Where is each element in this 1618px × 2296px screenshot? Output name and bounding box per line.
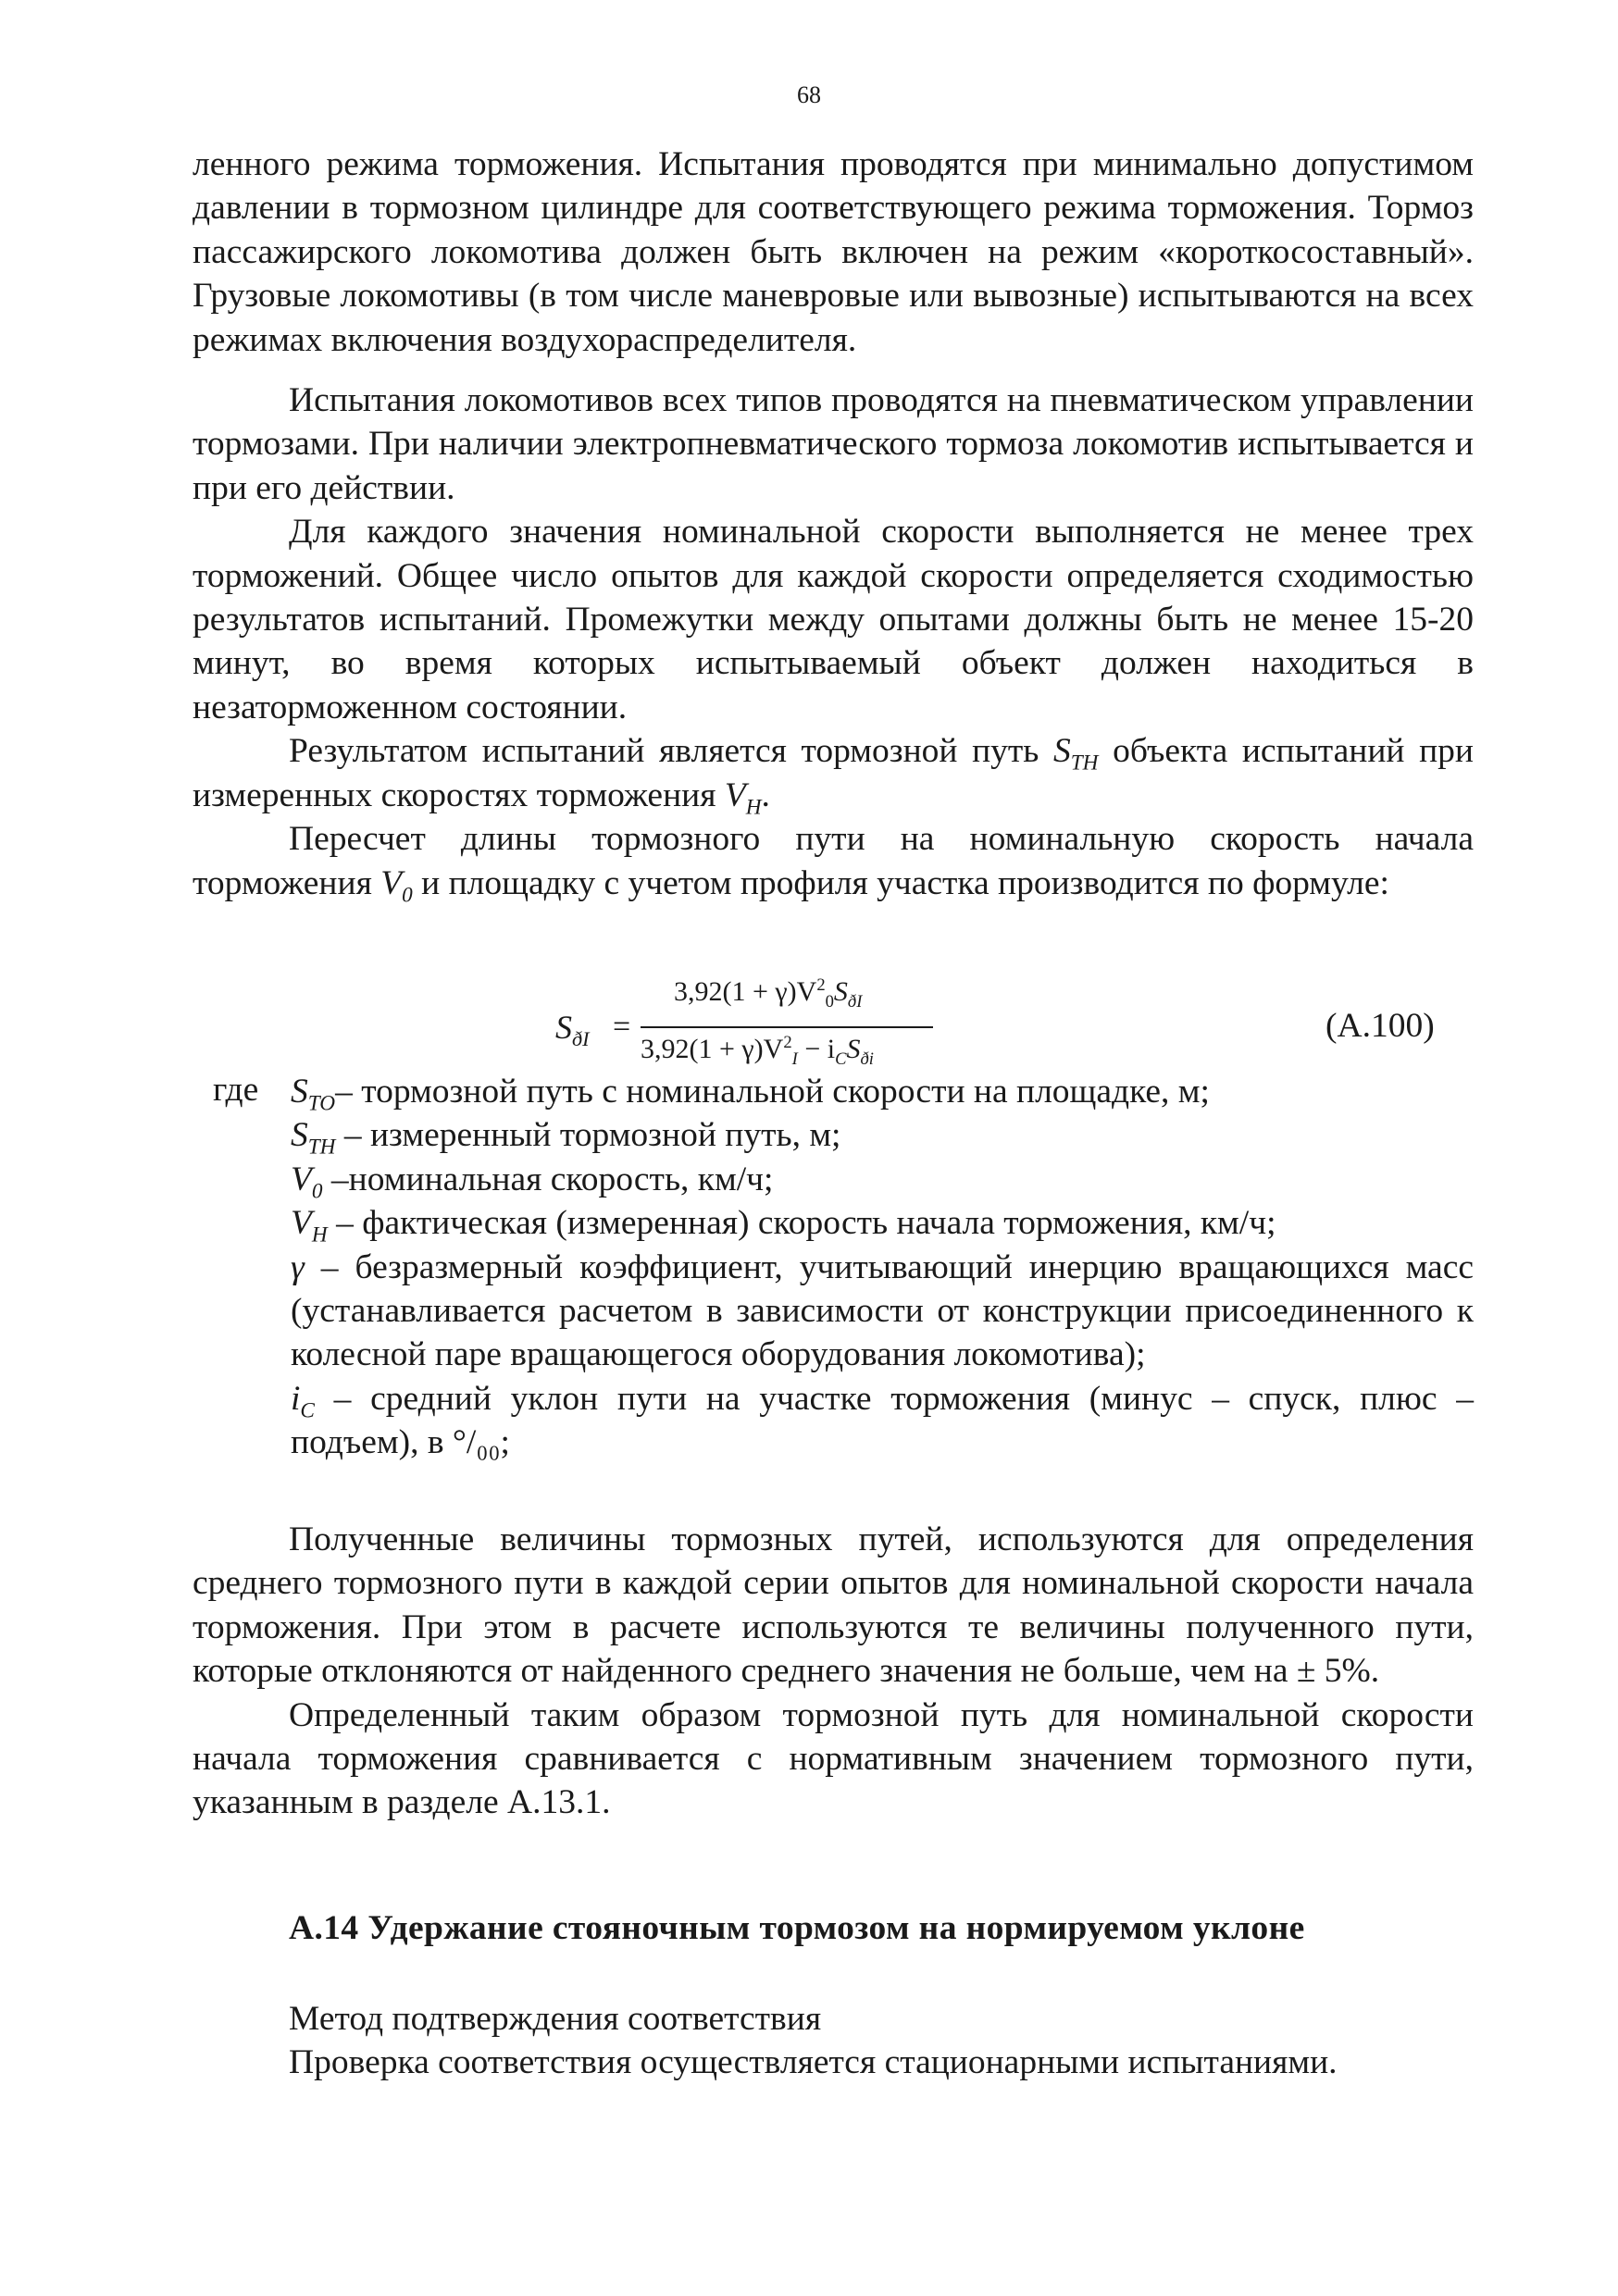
def-text: – фактическая (измеренная) скорость начала торможения, км/ч; [327,1204,1276,1243]
section-heading: А.14 Удержание стояночным тормозом на нормируемом уклоне [289,1909,1305,1947]
paragraph: Определенный таким образом тормозной путь для номинальной скорости начала торможения сравнивается с нормативным значением тормозного пути, указанным в разделе А.13.1. [193,1695,1474,1822]
def-text: –номинальная скорость, км/ч; [322,1160,774,1198]
def-symbol: V [291,1204,312,1243]
formula-lhs [555,1008,590,1051]
formula-sup: 2 [816,975,826,995]
formula-subscript: C [835,1049,847,1069]
fraction-bar [641,1026,933,1028]
formula-text: 3,92(1 + γ)V [641,1034,784,1064]
method-block [289,1997,1338,2085]
paragraph: ленного режима торможения. Испытания проводятся при минимально допустимом давлении в тормозном цилиндре для соответствующего режима торможения. Тормоз пассажирского локомотива должен быть включен на режим «короткосоставный». Грузовые локомотивы (в том числе маневровые или вывозные) испытываются на всех режимах включения воздухораспределителя. [193,145,1474,359]
paragraph-result [193,729,1474,820]
paragraph: Полученные величины тормозных путей, используются для определения среднего тормозного пути в каждой серии опытов для номинальной скорости начала торможения. При этом в расчете используются те величины полученного пути, которые отклоняются от найденного среднего значения не больше, чем на ± 5%. [193,1520,1474,1691]
formula-subscript: 0 [825,992,834,1011]
formula-sup: 2 [783,1033,792,1052]
method-line: Проверка соответствия осуществляется стационарными испытаниями. [289,2043,1338,2082]
text-run: Пересчет длины тормозного пути на номинальную скорость начала торможения [193,820,1474,902]
body-text-top [193,143,1474,905]
text-run: Результатом испытаний является тормозной путь [289,732,1053,771]
method-line: Метод подтверждения соответствия [289,2000,822,2038]
definition-item [291,1158,1474,1204]
def-subscript: H [311,1222,328,1247]
formula-denominator [641,1033,874,1069]
symbol: V [724,776,746,814]
text-run: и площадку с учетом профиля участка производится по формуле: [412,863,1389,902]
definition-item [291,1070,1474,1116]
def-symbol: S [291,1073,308,1111]
definitions-list [291,1070,1474,1465]
page-number: 68 [797,81,821,108]
symbol-sub: H [745,795,762,820]
def-subscript: TH [307,1135,336,1160]
where-label: где [213,1071,259,1109]
definition-item [291,1246,1474,1377]
formula-symbol: S [833,976,848,1007]
definition-item [291,1377,1474,1465]
definition-item [291,1113,1474,1160]
paragraph: Испытания локомотивов всех типов проводятся на пневматическом управлении тормозами. При наличии электропневматического тормоза локомотив испытывается и при его действии. [193,381,1474,507]
paragraph: Для каждого значения номинальной скорости выполняется не менее трех торможений. Общее число опытов для каждой скорости определяется сходимостью результатов испытаний. Промежутки между опытами должны быть не менее 15-20 минут, во время которых испытываемый объект должен находиться в незаторможенном состоянии. [193,513,1474,726]
def-text: – средний уклон пути на участке торможения (минус – спуск, плюс – подъем), в °/₀₀; [291,1379,1474,1462]
def-subscript: TO [307,1091,336,1116]
def-subscript: C [300,1398,315,1423]
symbol-sub: 0 [402,883,413,907]
paragraph-recalc [193,817,1474,905]
symbol-sub: TH [1070,751,1099,776]
body-text-bottom [193,1518,1474,1825]
formula-subscript: ði [860,1049,874,1069]
equation-number: (А.100) [1326,1007,1435,1045]
text-run: . [761,776,770,814]
formula-subscript: ðI [847,992,863,1011]
formula-text: − i [797,1034,836,1064]
def-text: – безразмерный коэффициент, учитывающий инерцию вращающихся масс (устанавливается расчетом в зависимости от конструкции присоединенного к колесной паре вращающегося оборудования локомотива); [291,1247,1474,1374]
def-symbol: V [291,1160,312,1198]
formula-numerator [674,975,863,1011]
formula-symbol: S [846,1034,861,1064]
formula-subscript: I [791,1049,798,1069]
definition-item [291,1201,1474,1245]
def-subscript: 0 [311,1179,323,1204]
formula-subscript: ðI [572,1027,590,1051]
formula-symbol: S [555,1009,572,1046]
formula-equals: = [613,1010,631,1044]
formula-text: 3,92(1 + γ)V [674,976,817,1007]
def-text: – измеренный тормозной путь, м; [335,1116,841,1155]
symbol: S [1052,732,1071,771]
def-symbol: S [291,1116,308,1155]
text-run: объекта испытаний при измеренных скоростях торможения [193,732,1474,814]
def-text: – тормозной путь с номинальной скорости на площадке, м; [335,1073,1210,1111]
symbol: V [380,863,403,902]
def-symbol: γ [291,1247,305,1286]
def-symbol: i [291,1379,301,1418]
